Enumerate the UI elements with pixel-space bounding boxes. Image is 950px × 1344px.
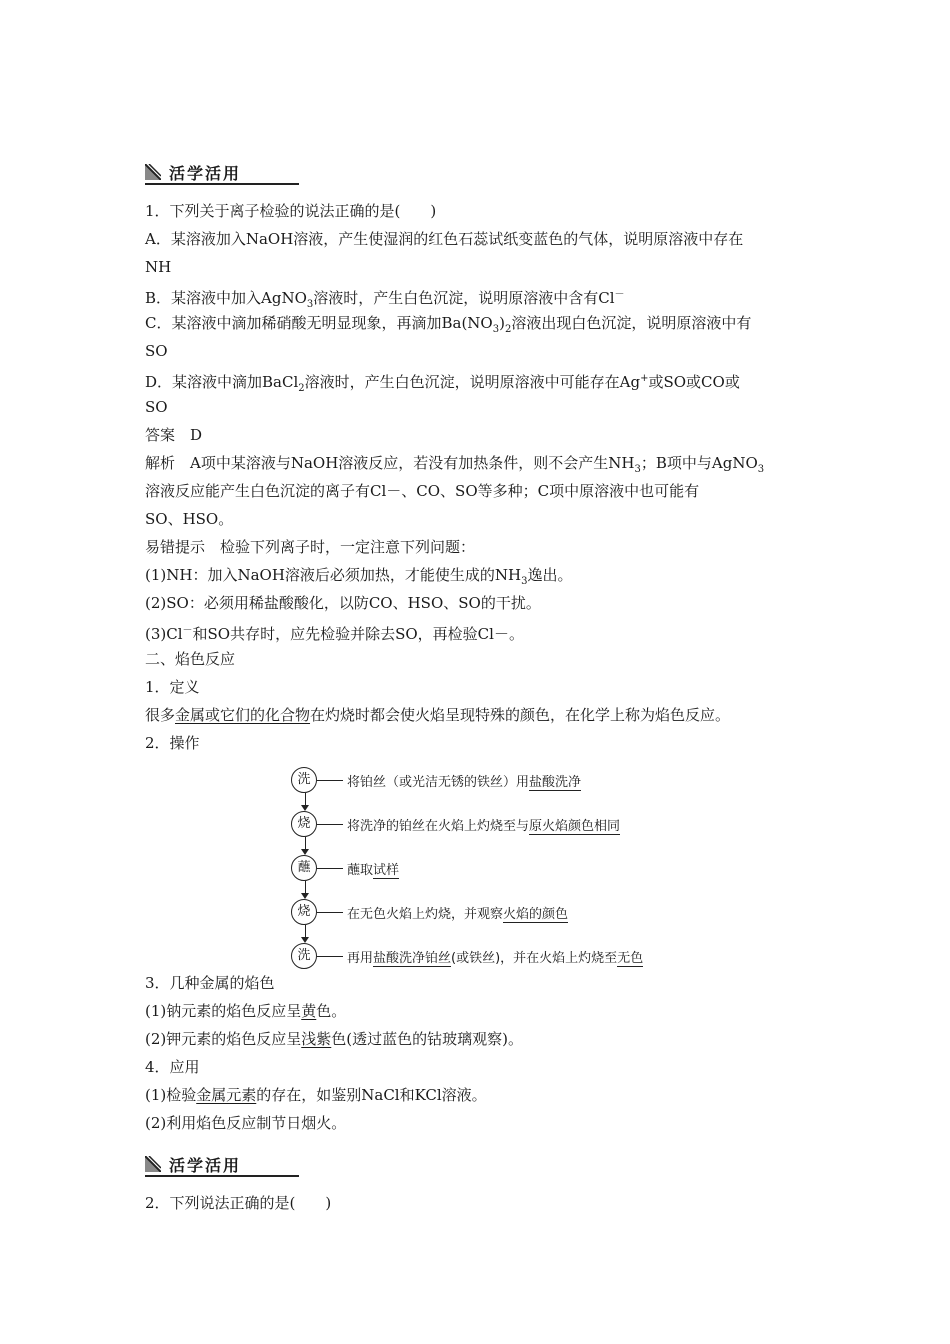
application-2: (2)利用焰色反应制节日烟火。 xyxy=(145,1114,347,1132)
section-title: 活学活用 xyxy=(169,1156,242,1175)
step-node-wash: 洗 xyxy=(291,767,317,793)
application-heading: 4．应用 xyxy=(145,1058,200,1076)
section-rule xyxy=(145,183,299,185)
option-a-line2: NH xyxy=(145,258,172,276)
definition-text: 很多金属或它们的化合物在灼烧时都会使火焰呈现特殊的颜色，在化学上称为焰色反应。 xyxy=(145,706,731,724)
step-node-dip: 蘸 xyxy=(291,855,317,881)
option-d-line1: D．某溶液中滴加BaCl$_2$溶液时，产生白色沉淀，说明原溶液中可能存在Ag+或SO或CO或 xyxy=(145,373,740,394)
option-c-line2: SO xyxy=(145,342,168,360)
option-b: B．某溶液中加入AgNO$_3$溶液时，产生白色沉淀，说明原溶液中含有Cl－ xyxy=(145,289,625,310)
tip-1: (1)NH：加入NaOH溶液后必须加热，才能使生成的$NH_3$逸出。 xyxy=(145,566,573,587)
connector xyxy=(317,956,343,957)
definition-heading: 1．定义 xyxy=(145,678,200,696)
operation-heading: 2．操作 xyxy=(145,734,200,752)
analysis-line3: SO、HSO。 xyxy=(145,510,234,528)
triangle-marker-icon xyxy=(145,1156,161,1172)
section-2-heading: 二、焰色反应 xyxy=(145,650,236,668)
step-node-burn: 烧 xyxy=(291,811,317,837)
metal-colors-heading: 3．几种金属的焰色 xyxy=(145,974,275,992)
analysis-line1: 解析 A项中某溶液与NaOH溶液反应，若没有加热条件，则不会产生$NH_3$；B项中与AgNO$_3$ xyxy=(145,454,765,475)
option-d-line2: SO xyxy=(145,398,168,416)
sodium-color: (1)钠元素的焰色反应呈黄色。 xyxy=(145,1002,347,1020)
section-title: 活学活用 xyxy=(169,164,242,183)
section-rule xyxy=(145,1175,299,1177)
connector xyxy=(317,912,343,913)
section-header-2 xyxy=(145,1153,299,1179)
potassium-color: (2)钾元素的焰色反应呈浅紫色(透过蓝色的钴玻璃观察)。 xyxy=(145,1030,523,1048)
tip-heading: 易错提示 检验下列离子时，一定注意下列问题： xyxy=(145,538,476,556)
tip-3: (3)Cl－和SO共存时，应先检验并除去SO，再检验Cl－。 xyxy=(145,625,524,643)
application-1: (1)检验金属元素的存在，如鉴别NaCl和KCl溶液。 xyxy=(145,1086,487,1104)
tip-2: (2)SO：必须用稀盐酸酸化，以防CO、HSO、SO的干扰。 xyxy=(145,594,541,612)
section-header-1 xyxy=(145,161,299,187)
step-4-text: 在无色火焰上灼烧，并观察火焰的颜色 xyxy=(347,907,569,922)
analysis-line2: 溶液反应能产生白色沉淀的离子有Cl－、CO、SO等多种；C项中原溶液中也可能有 xyxy=(145,482,700,500)
step-1-text: 将铂丝（或光洁无锈的铁丝）用盐酸洗净 xyxy=(347,775,582,790)
answer: 答案 D xyxy=(145,426,203,444)
connector xyxy=(317,780,343,781)
option-c-line1: C．某溶液中滴加稀硝酸无明显现象，再滴加$Ba(NO_3)_2$溶液出现白色沉淀，说明原溶液中有 xyxy=(145,314,752,335)
question-2-stem: 2．下列说法正确的是( ) xyxy=(145,1194,332,1212)
step-2-text: 将洗净的铂丝在火焰上灼烧至与原火焰颜色相同 xyxy=(347,819,621,834)
step-node-wash-2: 洗 xyxy=(291,943,317,969)
connector xyxy=(317,824,343,825)
step-3-text: 蘸取试样 xyxy=(347,863,400,878)
triangle-marker-icon xyxy=(145,164,161,180)
step-node-burn-2: 烧 xyxy=(291,899,317,925)
connector xyxy=(317,868,343,869)
step-5-text: 再用盐酸洗净铂丝(或铁丝)，并在火焰上灼烧至无色 xyxy=(347,951,644,966)
flame-test-flowchart xyxy=(285,763,675,973)
option-a-line1: A．某溶液加入NaOH溶液，产生使湿润的红色石蕊试纸变蓝色的气体，说明原溶液中存在 xyxy=(145,230,744,248)
question-1-stem: 1．下列关于离子检验的说法正确的是( ) xyxy=(145,202,437,220)
